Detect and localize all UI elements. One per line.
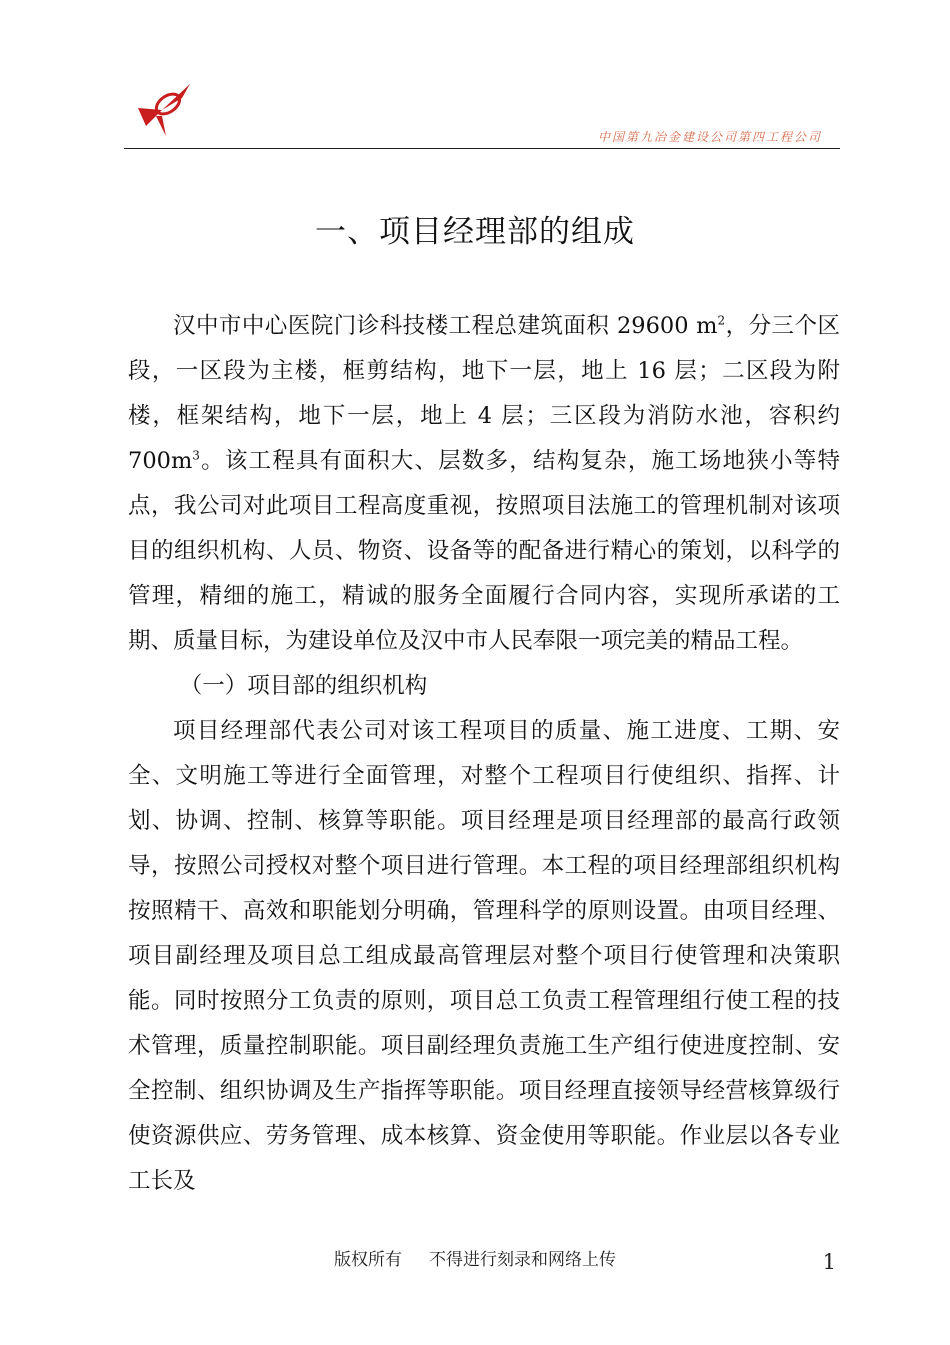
superscript-area-unit: 2 bbox=[717, 313, 726, 328]
paragraph-intro bbox=[128, 304, 840, 664]
paragraph-intro-part-b: ，分三个区段，一区段为主楼，框剪结构，地下一层，地上 16 层；二区段为附楼，框架结构，地下一层，地上 4 层；三区段为消防水池，容积约 700m bbox=[128, 313, 840, 474]
section-heading: （一）项目部的组织机构 bbox=[179, 673, 428, 699]
paragraph-organization: 项目经理部代表公司对该工程项目的质量、施工进度、工期、安全、文明施工等进行全面管理，对整个工程项目行使组织、指挥、计划、协调、控制、核算等职能。项目经理是项目经理部的最高行政领导，按照公司授权对整个项目进行管理。本工程的项目经理部组织机构按照精干、高效和职能划分明确，管理科学的原则设置。由项目经理、项目副经理及项目总工组成最高管理层对整个项目行使管理和决策职能。同时按照分工负责的原则，项目总工负责工程管理组行使工程的技术管理，质量控制职能。项目副经理负责施工生产组行使进度控制、安全控制、组织协调及生产指挥等职能。项目经理直接领导经营核算级行使资源供应、劳务管理、成本核算、资金使用等职能。作业层以各专业工长及 bbox=[128, 718, 840, 1194]
company-name: 中国第九冶金建设公司第四工程公司 bbox=[597, 130, 822, 144]
paragraph-intro-part-a: 汉中市中心医院门诊科技楼工程总建筑面积 29600 m bbox=[173, 313, 718, 339]
footer-notice: 版权所有 不得进行刻录和网络上传 bbox=[333, 1250, 617, 1270]
page-title: 一、项目经理部的组成 bbox=[315, 214, 635, 250]
page-number: 1 bbox=[822, 1250, 836, 1274]
company-logo-icon bbox=[132, 80, 198, 138]
superscript-volume-unit: 3 bbox=[192, 448, 200, 463]
paragraph-intro-part-c: 。该工程具有面积大、层数多，结构复杂，施工场地狭小等特点，我公司对此项目工程高度重视，按照项目法施工的管理机制对该项目的组织机构、人员、物资、设备等的配备进行精心的策划，以科学的管理，精细的施工，精诚的服务全面履行合同内容，实现所承诺的工期、质量目标，为建设单位及汉中市人民奉限一项完美的精品工程。 bbox=[128, 448, 840, 654]
document-body bbox=[128, 304, 840, 1204]
header-divider bbox=[124, 148, 840, 149]
